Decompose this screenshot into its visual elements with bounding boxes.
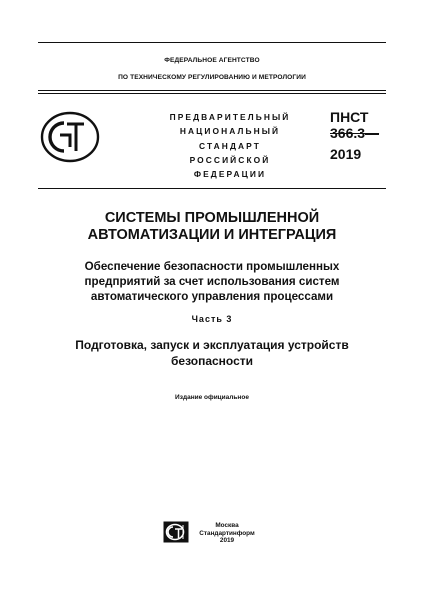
standard-type-line-1: ПРЕДВАРИТЕЛЬНЫЙ [169, 112, 291, 122]
publisher-info [192, 522, 262, 545]
part-title [0, 338, 424, 369]
part-label: Часть 3 [191, 314, 233, 324]
document-subtitle-line-3: автоматического управления процессами [90, 290, 334, 303]
standard-year: 2019 [330, 146, 362, 162]
agency-line-1: ФЕДЕРАЛЬНОЕ АГЕНТСТВО [164, 57, 260, 64]
gost-r-emblem-icon [40, 111, 100, 163]
document-title [0, 210, 424, 244]
standard-type-line-2: НАЦИОНАЛЬНЫЙ [179, 126, 281, 137]
publisher-city: Москва [215, 522, 239, 529]
part-title-line-1: Подготовка, запуск и эксплуатация устройств [75, 338, 349, 352]
standard-code-number: 366.3— [330, 125, 380, 141]
document-title-line-2: АВТОМАТИЗАЦИИ И ИНТЕГРАЦИЯ [87, 227, 337, 243]
publisher-year: 2019 [219, 537, 235, 545]
standartinform-logo-icon [163, 521, 189, 543]
standard-type-line-5: ФЕДЕРАЦИИ [193, 169, 267, 180]
document-subtitle-line-2: предприятий за счет использования систем [84, 275, 340, 288]
document-title-line-1: СИСТЕМЫ ПРОМЫШЛЕННОЙ [104, 210, 320, 226]
document-subtitle [0, 259, 424, 304]
part-title-line-2: безопасности [170, 353, 254, 368]
publisher-name: Стандартинформ [199, 529, 255, 537]
document-subtitle-line-1: Обеспечение безопасности промышленных [84, 260, 340, 273]
standard-code-prefix: ПНСТ [330, 109, 369, 125]
standard-code [330, 109, 379, 141]
agency-line-2: ПО ТЕХНИЧЕСКОМУ РЕГУЛИРОВАНИЮ И МЕТРОЛОГИИ [118, 74, 306, 81]
edition-note: Издание официальное [175, 394, 249, 401]
standard-type [150, 110, 310, 181]
top-rule [38, 42, 386, 43]
title-rule [38, 188, 386, 189]
standard-type-line-3: СТАНДАРТ [199, 140, 261, 151]
standard-type-line-4: РОССИЙСКОЙ [189, 154, 271, 165]
header-bottom-rule [38, 93, 386, 94]
header-rule [38, 90, 386, 91]
